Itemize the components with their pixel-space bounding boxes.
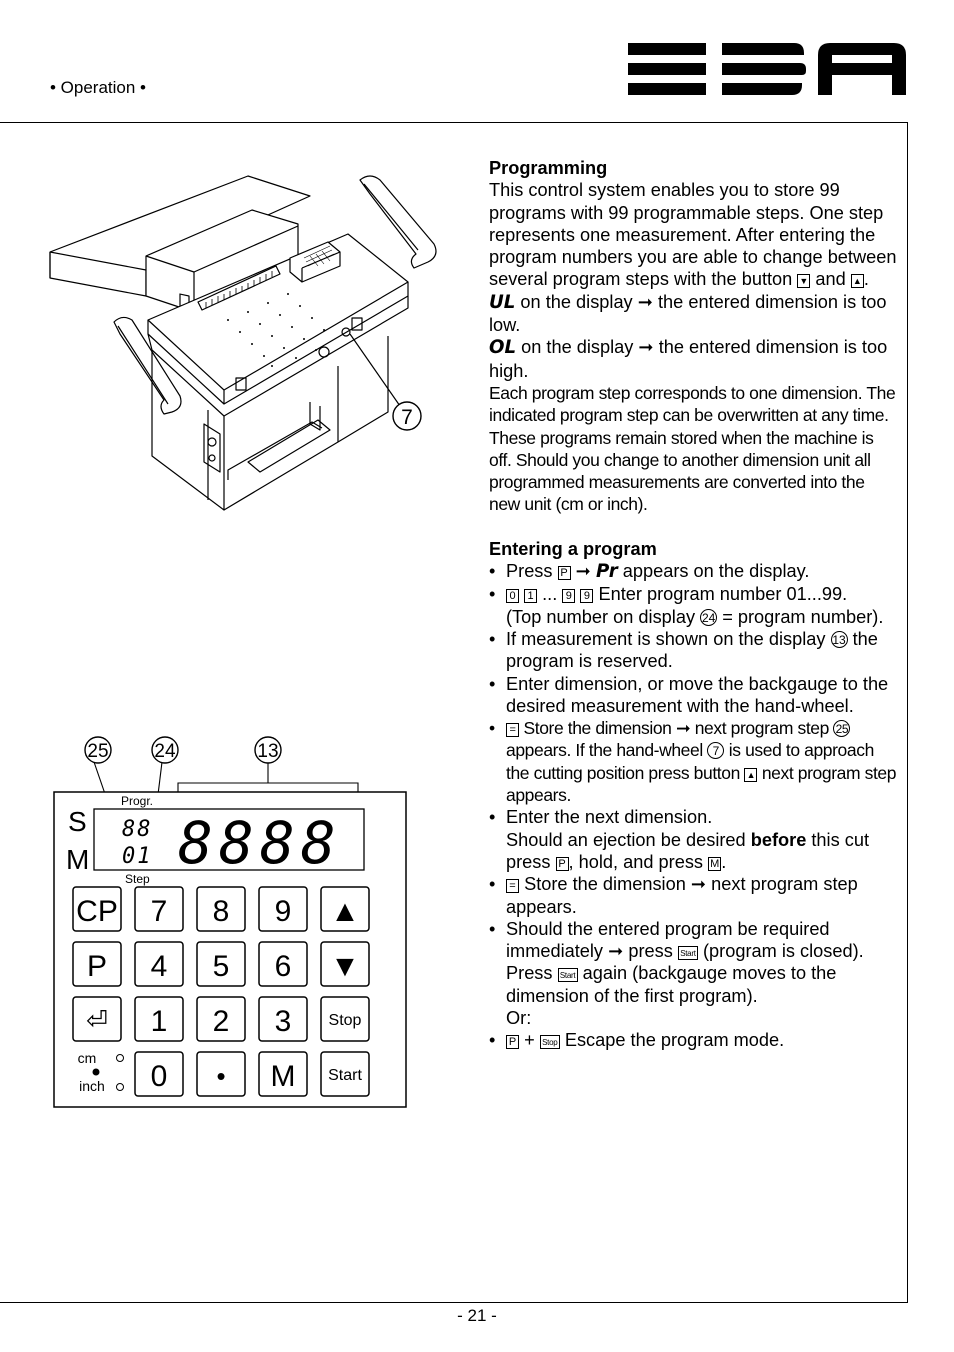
pr-code: Pr xyxy=(595,561,618,583)
frame-right-rule xyxy=(907,122,908,1303)
key-4[interactable]: 4 xyxy=(150,950,168,983)
key-m[interactable]: M xyxy=(270,1060,296,1093)
inch-label: inch xyxy=(79,1078,105,1094)
1-key-icon: 1 xyxy=(524,589,537,603)
key-decimal-point[interactable]: • xyxy=(216,1061,226,1091)
p-key-icon: P xyxy=(556,857,569,871)
ol-note: OL on the display ➞ the entered dimension is too high. xyxy=(489,337,888,381)
list-item: • = Store the dimension ➞ next program step appears. xyxy=(489,873,899,918)
ul-code: UL xyxy=(489,291,516,313)
entering-steps-list xyxy=(489,560,899,1052)
text-column xyxy=(489,157,899,1052)
callout-7-icon: 7 xyxy=(707,742,724,759)
key-7[interactable]: 7 xyxy=(150,895,168,928)
callout-24-label: 24 xyxy=(154,741,176,762)
down-key-icon: ▼ xyxy=(797,274,810,288)
key-0[interactable]: 0 xyxy=(150,1060,168,1093)
key-start[interactable]: Start xyxy=(328,1067,362,1084)
key-2[interactable]: 2 xyxy=(212,1005,230,1038)
up-key-icon: ▲ xyxy=(851,274,864,288)
cutting-machine-illustration xyxy=(48,170,438,525)
p-key-icon: P xyxy=(558,566,571,580)
list-item: • = Store the dimension ➞ next program step 25 appears. If the hand-wheel 7 is used to approach the cutting position press button ▲ next program step appears. xyxy=(489,717,899,806)
key-cp[interactable]: CP xyxy=(76,895,118,928)
key-3[interactable]: 3 xyxy=(274,1005,292,1038)
start-key-icon: Start xyxy=(558,968,578,982)
m-indicator-label: M xyxy=(66,844,90,875)
list-item: • Should the entered program be required immediately ➞ press Start (program is closed). Press Start again (backgauge moves to the dimension of the first program). Or: xyxy=(489,918,899,1029)
store-key-icon: = xyxy=(506,879,519,893)
cm-label: cm xyxy=(77,1050,97,1066)
store-key-icon: = xyxy=(506,723,519,737)
dimension-digits: 8888 xyxy=(178,809,342,877)
key-9[interactable]: 9 xyxy=(274,895,292,928)
callout-25-icon: 25 xyxy=(833,720,850,737)
progr-label: Progr. xyxy=(121,794,154,808)
section-label: • Operation • xyxy=(50,78,147,97)
p-key-icon: P xyxy=(506,1035,519,1049)
9-key-icon: 9 xyxy=(562,589,575,603)
key-p[interactable]: P xyxy=(86,950,108,983)
callout-25-label: 25 xyxy=(87,741,109,762)
callout-13-icon: 13 xyxy=(832,632,846,647)
key-up-arrow[interactable]: ▲ xyxy=(330,895,360,928)
key-5[interactable]: 5 xyxy=(212,950,230,983)
control-panel-illustration xyxy=(50,735,410,1113)
frame-bottom-rule xyxy=(0,1302,908,1303)
key-6[interactable]: 6 xyxy=(274,950,292,983)
program-number-digits: 88 xyxy=(122,817,153,842)
list-item: • Enter dimension, or move the backgauge to the desired measurement with the hand-wheel. xyxy=(489,673,899,718)
key-1[interactable]: 1 xyxy=(150,1005,168,1038)
m-key-icon: M xyxy=(710,857,720,870)
list-item: • 0 1 ... 9 9 Enter program number 01...99. (Top number on display 24 = program number). xyxy=(489,583,899,628)
page-number: - 21 - xyxy=(457,1306,497,1325)
list-item: • If measurement is shown on the display 13 the program is reserved. xyxy=(489,628,899,673)
list-item: • Enter the next dimension. Should an ejection be desired before this cut press P , hold, and press M . xyxy=(489,806,899,873)
list-item: • P + Stop Escape the program mode. xyxy=(489,1029,899,1051)
callout-7-label: 7 xyxy=(401,406,413,429)
step-number-digits: 01 xyxy=(122,844,153,869)
step-label: Step xyxy=(125,872,150,886)
ul-note: UL on the display ➞ the entered dimension is too low. xyxy=(489,291,887,336)
9-key-icon: 9 xyxy=(580,589,593,603)
key-stop[interactable]: Stop xyxy=(328,1012,362,1029)
frame-top-rule xyxy=(0,122,908,123)
0-key-icon: 0 xyxy=(506,589,519,603)
eba-logo xyxy=(626,40,908,98)
s-indicator-label: S xyxy=(68,806,87,837)
program-step-paragraph: Each program step corresponds to one dimension. The indicated program step can be overwritten at any time. These programs remain stored when the machine is off. Should you change to another dimension unit all programmed measurements are converted into the new unit (cm or inch). xyxy=(489,382,896,515)
list-item: • Press P ➞ Pr appears on the display. xyxy=(489,560,899,583)
stop-key-icon: Stop xyxy=(540,1035,560,1049)
key-enter[interactable]: ⏎ xyxy=(86,1005,108,1035)
callout-13-label: 13 xyxy=(257,741,279,762)
key-8[interactable]: 8 xyxy=(212,895,230,928)
start-key-icon: Start xyxy=(678,946,698,960)
up-key-icon: ▲ xyxy=(744,768,757,782)
programming-intro: This control system enables you to store 99 programs with 99 programmable steps. One step represents one measurement. After entering the program numbers you are able to change between several program steps with the button ▼ and ▲ . xyxy=(489,180,897,290)
programming-heading: Programming xyxy=(489,158,608,178)
ol-code: OL xyxy=(489,337,517,359)
entering-heading: Entering a program xyxy=(489,538,657,559)
key-down-arrow[interactable]: ▼ xyxy=(330,950,360,983)
callout-24-icon: 24 xyxy=(701,610,716,625)
